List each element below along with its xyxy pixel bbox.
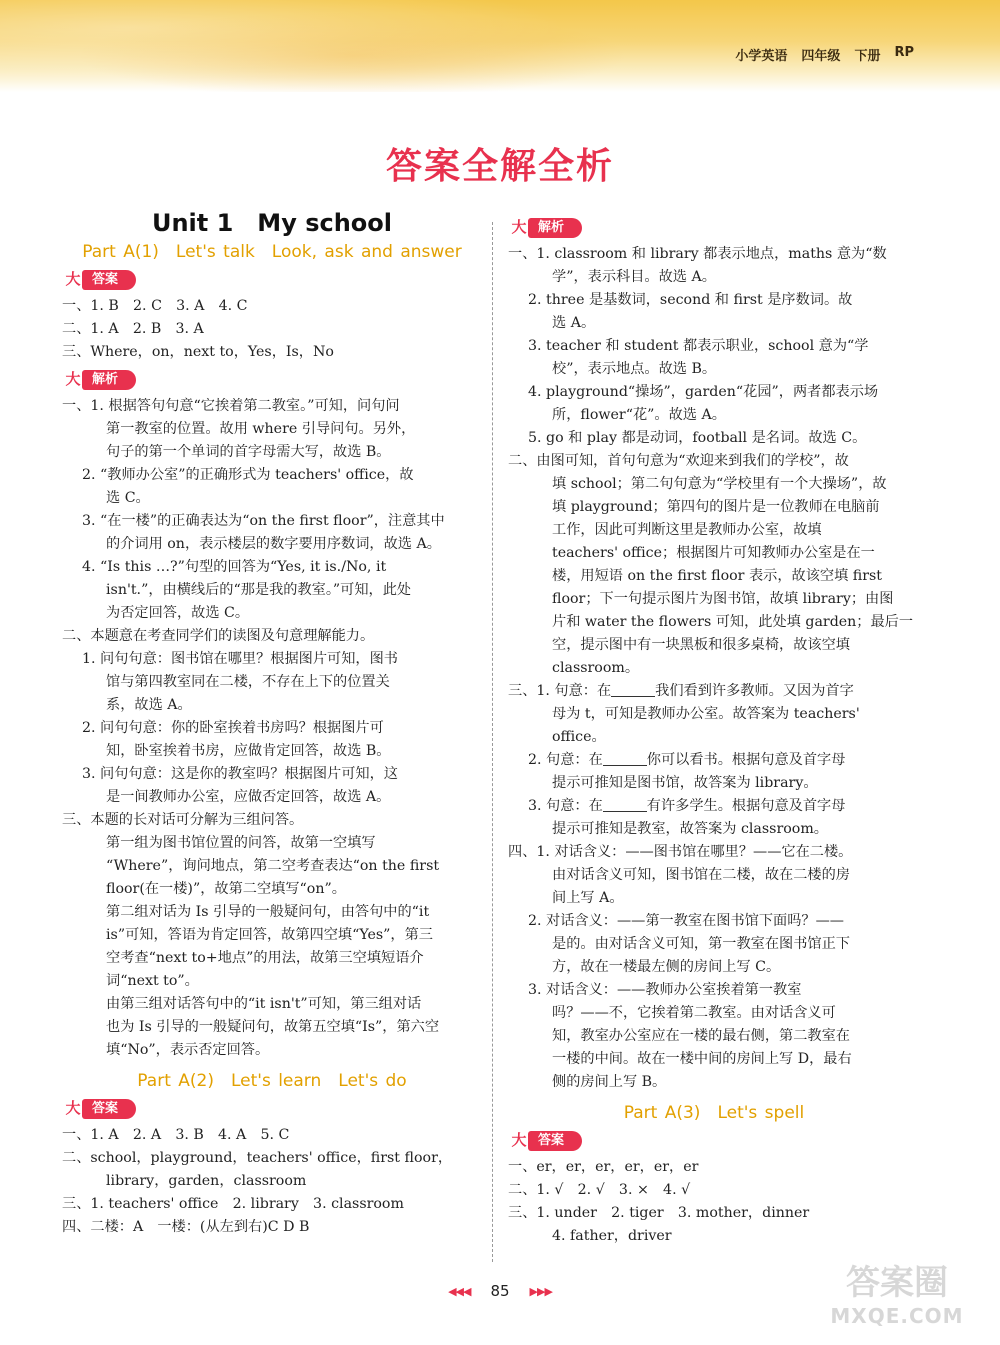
right-column xyxy=(508,212,920,1248)
text-line: 由对话含义可知，图书馆在二楼，故在二楼的房 xyxy=(552,867,850,883)
text-line: 二、由图可知，首句句意为“欢迎来到我们的学校”，故 xyxy=(508,453,849,469)
text-line: 侧的房间上写 B。 xyxy=(552,1074,667,1090)
badge-icon: 大 xyxy=(65,1099,81,1117)
text-segment: 3. 句意：在 xyxy=(528,798,603,814)
analysis-label: 解析 xyxy=(528,218,582,238)
analysis-tag xyxy=(62,367,482,392)
text-line: 也为 Is 引导的一般疑问句，故第五空填“Is”，第六空 xyxy=(106,1019,440,1035)
text-line: 二、1. √ 2. √ 3. × 4. √ xyxy=(508,1182,691,1198)
text-line: 片和 water the flowers 可知，此处填 garden；最后一 xyxy=(552,614,914,630)
text-line: floor；下一句提示图片为图书馆，故填 library；由图 xyxy=(552,591,894,607)
header-meta xyxy=(735,45,914,64)
answer-blank xyxy=(611,683,655,697)
text-line: 3. 对话含义：——教师办公室挨着第一教室 xyxy=(528,982,802,998)
text-line: 所，flower“花”。故选 A。 xyxy=(552,407,726,423)
badge-icon: 大 xyxy=(65,270,81,288)
header-edition: RP xyxy=(894,45,914,60)
analysis-2 xyxy=(508,243,920,680)
badge-icon: 大 xyxy=(511,218,527,236)
text-line: 2. 对话含义：——第一教室在图书馆下面吗？—— xyxy=(528,913,844,929)
answer-blank xyxy=(603,752,647,766)
text-segment: 2. 句意：在 xyxy=(528,752,603,768)
text-line: classroom。 xyxy=(552,660,640,676)
text-line xyxy=(508,795,920,818)
answers-3 xyxy=(508,1156,920,1248)
page-title: 答案全解全析 xyxy=(385,146,614,187)
text-line: 楼，用短语 on the first floor 表示，故该空填 first xyxy=(552,568,883,584)
answer-tag xyxy=(62,1096,482,1121)
answers-2 xyxy=(62,1124,482,1239)
answer-label: 答案 xyxy=(528,1131,582,1151)
text-line: 2. “教师办公室”的正确形式为 teachers' office，故 xyxy=(82,467,414,483)
text-line: 三、1. under 2. tiger 3. mother，dinner xyxy=(508,1205,810,1221)
answer-tag xyxy=(508,1128,920,1153)
text-line: 5. go 和 play 都是动词，football 是名词。故选 C。 xyxy=(528,430,867,446)
text-line: “Where”，询问地点，第二空考查表达“on the first xyxy=(106,858,440,874)
text-line: 第一教室的位置。故用 where 引导问句。另外， xyxy=(106,421,416,437)
text-line: 一楼的中间。故在一楼中间的房间上写 D，最右 xyxy=(552,1051,852,1067)
text-line: 馆与第四教室同在二楼，不存在上下的位置关 xyxy=(106,674,390,690)
text-segment: 我们看到许多教师。又因为首字 xyxy=(655,683,854,699)
text-line: 系，故选 A。 xyxy=(106,697,192,713)
header-grade: 四年级 xyxy=(801,49,841,64)
watermark-text: 答案圈 xyxy=(846,1263,948,1303)
text-line: 空，提示图中有一块黑板和很多桌椅，故该空填 xyxy=(552,637,850,653)
text-line: 知，卧室挨着书房，应做肯定回答，故选 B。 xyxy=(106,743,391,759)
text-line: 四、二楼：A 一楼：(从左到右)C D B xyxy=(62,1219,310,1235)
text-line: 3. 问句句意：这是你的教室吗？根据图片可知，这 xyxy=(82,766,398,782)
text-line: 由第三组对话答句中的“it isn't”可知，第三组对话 xyxy=(106,996,422,1012)
text-line: 一、1. 根据答句句意“它挨着第二教室。”可知，问句问 xyxy=(62,398,400,414)
answers-1 xyxy=(62,295,482,364)
analysis-section-3 xyxy=(508,680,920,841)
text-line: 校”，表示地点。故选 B。 xyxy=(552,361,717,377)
text-line: 一、er，er，er，er，er，er xyxy=(508,1159,699,1175)
text-segment: 有许多学生。根据句意及首字母 xyxy=(646,798,846,814)
badge-icon: 大 xyxy=(65,370,81,388)
header-decoration xyxy=(0,0,640,92)
text-line: 3. “在一楼”的正确表达为“on the first floor”，注意其中 xyxy=(82,513,445,529)
text-line: 的介词用 on，表示楼层的数字要用序数词，故选 A。 xyxy=(106,536,441,552)
text-line: 句子的第一个单词的首字母需大写，故选 B。 xyxy=(106,444,391,460)
text-line: 提示可推知是图书馆，故答案为 library。 xyxy=(552,775,818,791)
text-line: 1. 问句句意：图书馆在哪里？根据图片可知，图书 xyxy=(82,651,398,667)
answer-blank xyxy=(603,798,647,812)
text-line: 间上写 A。 xyxy=(552,890,624,906)
unit-title: Unit 1 My school xyxy=(151,209,392,237)
text-line: 第一组为图书馆位置的问答，故第一空填写 xyxy=(106,835,376,851)
text-line: 三、本题的长对话可分解为三组问答。 xyxy=(62,812,304,828)
part-title-3: Part A(3) Let's spell xyxy=(623,1103,805,1123)
header-volume: 下册 xyxy=(854,49,881,64)
text-line: isn't.”，由横线后的“那是我的教室。”可知，此处 xyxy=(106,582,412,598)
page-number: 85 xyxy=(490,1282,510,1300)
text-line: 2. three 是基数词，second 和 first 是序数词。故 xyxy=(528,292,853,308)
header-subject: 小学英语 xyxy=(735,49,788,64)
text-line: 选 C。 xyxy=(106,490,150,506)
text-segment: 三、1. 句意：在 xyxy=(508,683,612,699)
text-line: 三、1. teachers' office 2. library 3. classroom xyxy=(62,1196,404,1212)
badge-icon: 大 xyxy=(511,1131,527,1149)
answer-tag xyxy=(62,267,482,292)
text-line: 工作，因此可判断这里是教师办公室，故填 xyxy=(552,522,822,538)
text-line: 一、1. A 2. A 3. B 4. A 5. C xyxy=(62,1127,290,1143)
text-line: floor(在一楼)”，故第二空填写“on”。 xyxy=(106,881,346,897)
text-line: 4. playground“操场”，garden“花园”，两者都表示场 xyxy=(528,384,879,400)
analysis-tag xyxy=(508,215,920,240)
text-line: 提示可推知是教室，故答案为 classroom。 xyxy=(552,821,828,837)
text-line: 二、本题意在考查同学们的读图及句意理解能力。 xyxy=(62,628,375,644)
watermark-logo xyxy=(808,1255,986,1341)
analysis-1 xyxy=(62,395,482,1062)
text-line: 二、1. A 2. B 3. A xyxy=(62,321,204,337)
text-line: 方，故在一楼最左侧的房间上写 C。 xyxy=(552,959,781,975)
text-segment: 你可以看书。根据句意及首字母 xyxy=(646,752,846,768)
text-line: 吗？——不，它挨着第二教室。由对话含义可 xyxy=(552,1005,836,1021)
answer-label: 答案 xyxy=(82,1099,136,1119)
analysis-section-4 xyxy=(508,841,920,1094)
text-line: is”可知，答语为肯定回答，故第四空填“Yes”，第三 xyxy=(106,927,433,943)
text-line: 选 A。 xyxy=(552,315,596,331)
text-line: 填 playground；第四句的图片是一位教师在电脑前 xyxy=(552,499,880,515)
text-line: 第二组对话为 Is 引导的一般疑问句，由答句中的“it xyxy=(106,904,430,920)
text-line: 三、Where，on，next to，Yes，Is，No xyxy=(62,344,334,360)
text-line: 四、1. 对话含义：——图书馆在哪里？——它在二楼。 xyxy=(508,844,853,860)
watermark-url: MXQE.COM xyxy=(830,1304,964,1328)
text-line: 3. teacher 和 student 都表示职业，school 意为“学 xyxy=(528,338,869,354)
text-line: 填 school；第二句句意为“学校里有一个大操场”，故 xyxy=(552,476,887,492)
part-title-2: Part A(2) Let's learn Let's do xyxy=(137,1071,407,1091)
text-line: 4. “Is this …?”句型的回答为“Yes, it is./No, it xyxy=(82,559,387,575)
text-line: 二、school，playground，teachers' office，first floor， xyxy=(62,1150,453,1166)
text-line: 为否定回答，故选 C。 xyxy=(106,605,250,621)
text-line: 填“No”，表示否定回答。 xyxy=(106,1042,270,1058)
text-line: library，garden，classroom xyxy=(106,1173,307,1189)
text-line: 学”，表示科目。故选 A。 xyxy=(552,269,716,285)
text-line: 2. 问句句意：你的卧室挨着书房吗？根据图片可 xyxy=(82,720,384,736)
text-line: 空考查“next to+地点”的用法，故第三空填短语介 xyxy=(106,950,424,966)
analysis-label: 解析 xyxy=(82,370,136,390)
text-line: 一、1. classroom 和 library 都表示地点，maths 意为“数 xyxy=(508,246,887,262)
text-line xyxy=(508,680,920,703)
next-arrows-icon: ▶▶▶ xyxy=(529,1284,552,1298)
column-divider xyxy=(492,222,493,1262)
prev-arrows-icon: ◀◀◀ xyxy=(448,1284,471,1298)
answer-label: 答案 xyxy=(82,270,136,290)
text-line: 是一间教师办公室，应做否定回答，故选 A。 xyxy=(106,789,391,805)
text-line: teachers' office；根据图片可知教师办公室是在一 xyxy=(552,545,875,561)
text-line: 母为 t，可知是教师办公室。故答案为 teachers' xyxy=(552,706,860,722)
text-line: 词“next to”。 xyxy=(106,973,199,989)
text-line: office。 xyxy=(552,729,606,745)
left-column xyxy=(62,209,482,1239)
text-line: 一、1. B 2. C 3. A 4. C xyxy=(62,298,248,314)
text-line: 是的。由对话含义可知，第一教室在图书馆正下 xyxy=(552,936,850,952)
text-line: 4. father，driver xyxy=(552,1228,672,1244)
text-line: 知，教室办公室应在一楼的最右侧，第二教室在 xyxy=(552,1028,850,1044)
text-line xyxy=(508,749,920,772)
part-title-1: Part A(1) Let's talk Look, ask and answer xyxy=(82,242,462,262)
